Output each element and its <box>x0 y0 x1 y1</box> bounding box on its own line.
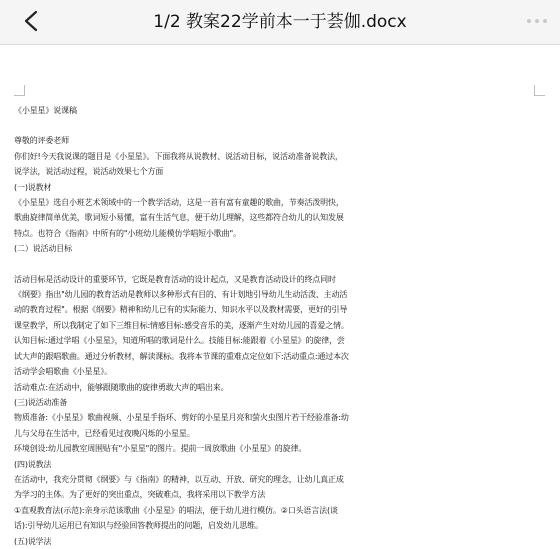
doc-line: 儿与父母在生活中，已经看见过夜晚闪烁的小星星。 <box>14 428 195 438</box>
top-app-bar <box>0 0 560 45</box>
doc-line: 歌曲旋律简单优美，歌词短小易懂，富有生活气息，便于幼儿理解，这些都符合幼儿的认知发展 <box>14 213 344 223</box>
doc-line: 你们好!今天我说课的题目是《小星星》。下面我将从说教材、说活动目标，说活动准备说教法， <box>14 151 343 161</box>
doc-line: 物质准备:《小星星》歌曲视频、小星星手指环、剪好的小星星月亮和萤火虫图片若干经验准备:幼 <box>14 413 349 423</box>
doc-line: 活动目标是活动设计的重要环节，它既是教育活动的设计起点，又是教育活动设计的终点同时 <box>14 274 336 284</box>
doc-section-heading: (五)说学法 <box>14 536 52 546</box>
doc-section-heading: (二）说活动目标 <box>14 244 72 254</box>
doc-line: ①直观教育法(示范):亲身示范该歌曲《小星星》的唱法，便于幼儿进行模仿。②口头语言法(谈 <box>14 505 338 515</box>
doc-line: 认知目标:通过学唱《小星星》，知道所唱的歌词是什么。技能目标:能跟着《小星星》的旋律，尝 <box>14 336 345 346</box>
doc-section-heading: (一)说教材 <box>14 182 52 192</box>
doc-line: 环境创设:幼儿园教室周围贴有"小星星"的图片。提前一周放歌曲《小星星》的旋律。 <box>14 444 307 454</box>
doc-line: 《纲要》指出"幼儿园的教育活动是教师以多种形式有目的、有计划地引导幼儿生动活泼、主动活 <box>14 290 348 300</box>
doc-section-heading: (四)说教法 <box>14 459 52 469</box>
crop-mark-top-right <box>534 85 545 96</box>
doc-section-heading: (三)说活动准备 <box>14 397 68 407</box>
document-body <box>14 103 554 549</box>
document-page <box>0 45 560 546</box>
doc-heading: 《小星星》说课稿 <box>14 106 77 115</box>
doc-line: 试大声的跟唱歌曲。通过分析教材，解读课标。我将本节课的重难点定位如下:活动重点:通过本次 <box>14 351 349 361</box>
doc-line: 特点。也符合《指南》中所有的"小班幼儿能模仿学唱短小歌曲"。 <box>14 228 241 238</box>
doc-line: 话):引导幼儿运用已有知识与经验回答教师提出的问题，启发幼儿思维。 <box>14 521 263 531</box>
back-button[interactable] <box>16 6 46 36</box>
more-options-button[interactable] <box>522 6 552 36</box>
chevron-left-icon <box>23 10 39 32</box>
doc-line: 活动学会唱歌曲《小星星》。 <box>14 367 113 377</box>
doc-line: 为学习的主体。为了更好的突出重点，突破难点，我将采用以下教学方法 <box>14 490 266 500</box>
doc-line: 活动难点:在活动中，能够跟随歌曲的旋律勇敢大声的唱出来。 <box>14 382 229 392</box>
more-dots-icon <box>525 19 549 23</box>
document-title: 1/2 教案22学前本一于荟伽.docx <box>153 12 407 32</box>
doc-line: 说学法，说活动过程，说活动效果七个方面 <box>14 167 164 177</box>
crop-mark-top-left <box>14 85 25 96</box>
doc-line: 《小星星》选自小班艺术领域中的一个教学活动，这是一首有富有童趣的歌曲，节奏活泼明快， <box>14 198 344 208</box>
doc-line: 尊敬的评委老师 <box>14 136 69 146</box>
doc-line: 课堂教学，所以我制定了如下三维目标:情感目标:感受音乐的美，逐渐产生对幼儿园的喜爱之情。 <box>14 320 349 330</box>
doc-line: 动的教育过程"。根据《纲要》精神和幼儿已有的实际能力、知识水平以及教材需要，更好的引导 <box>14 305 348 315</box>
doc-line: 在活动中，我充分贯彻《纲要》与《指南》的精神，以互动、开放、研究的理念，让幼儿真正成 <box>14 474 344 484</box>
